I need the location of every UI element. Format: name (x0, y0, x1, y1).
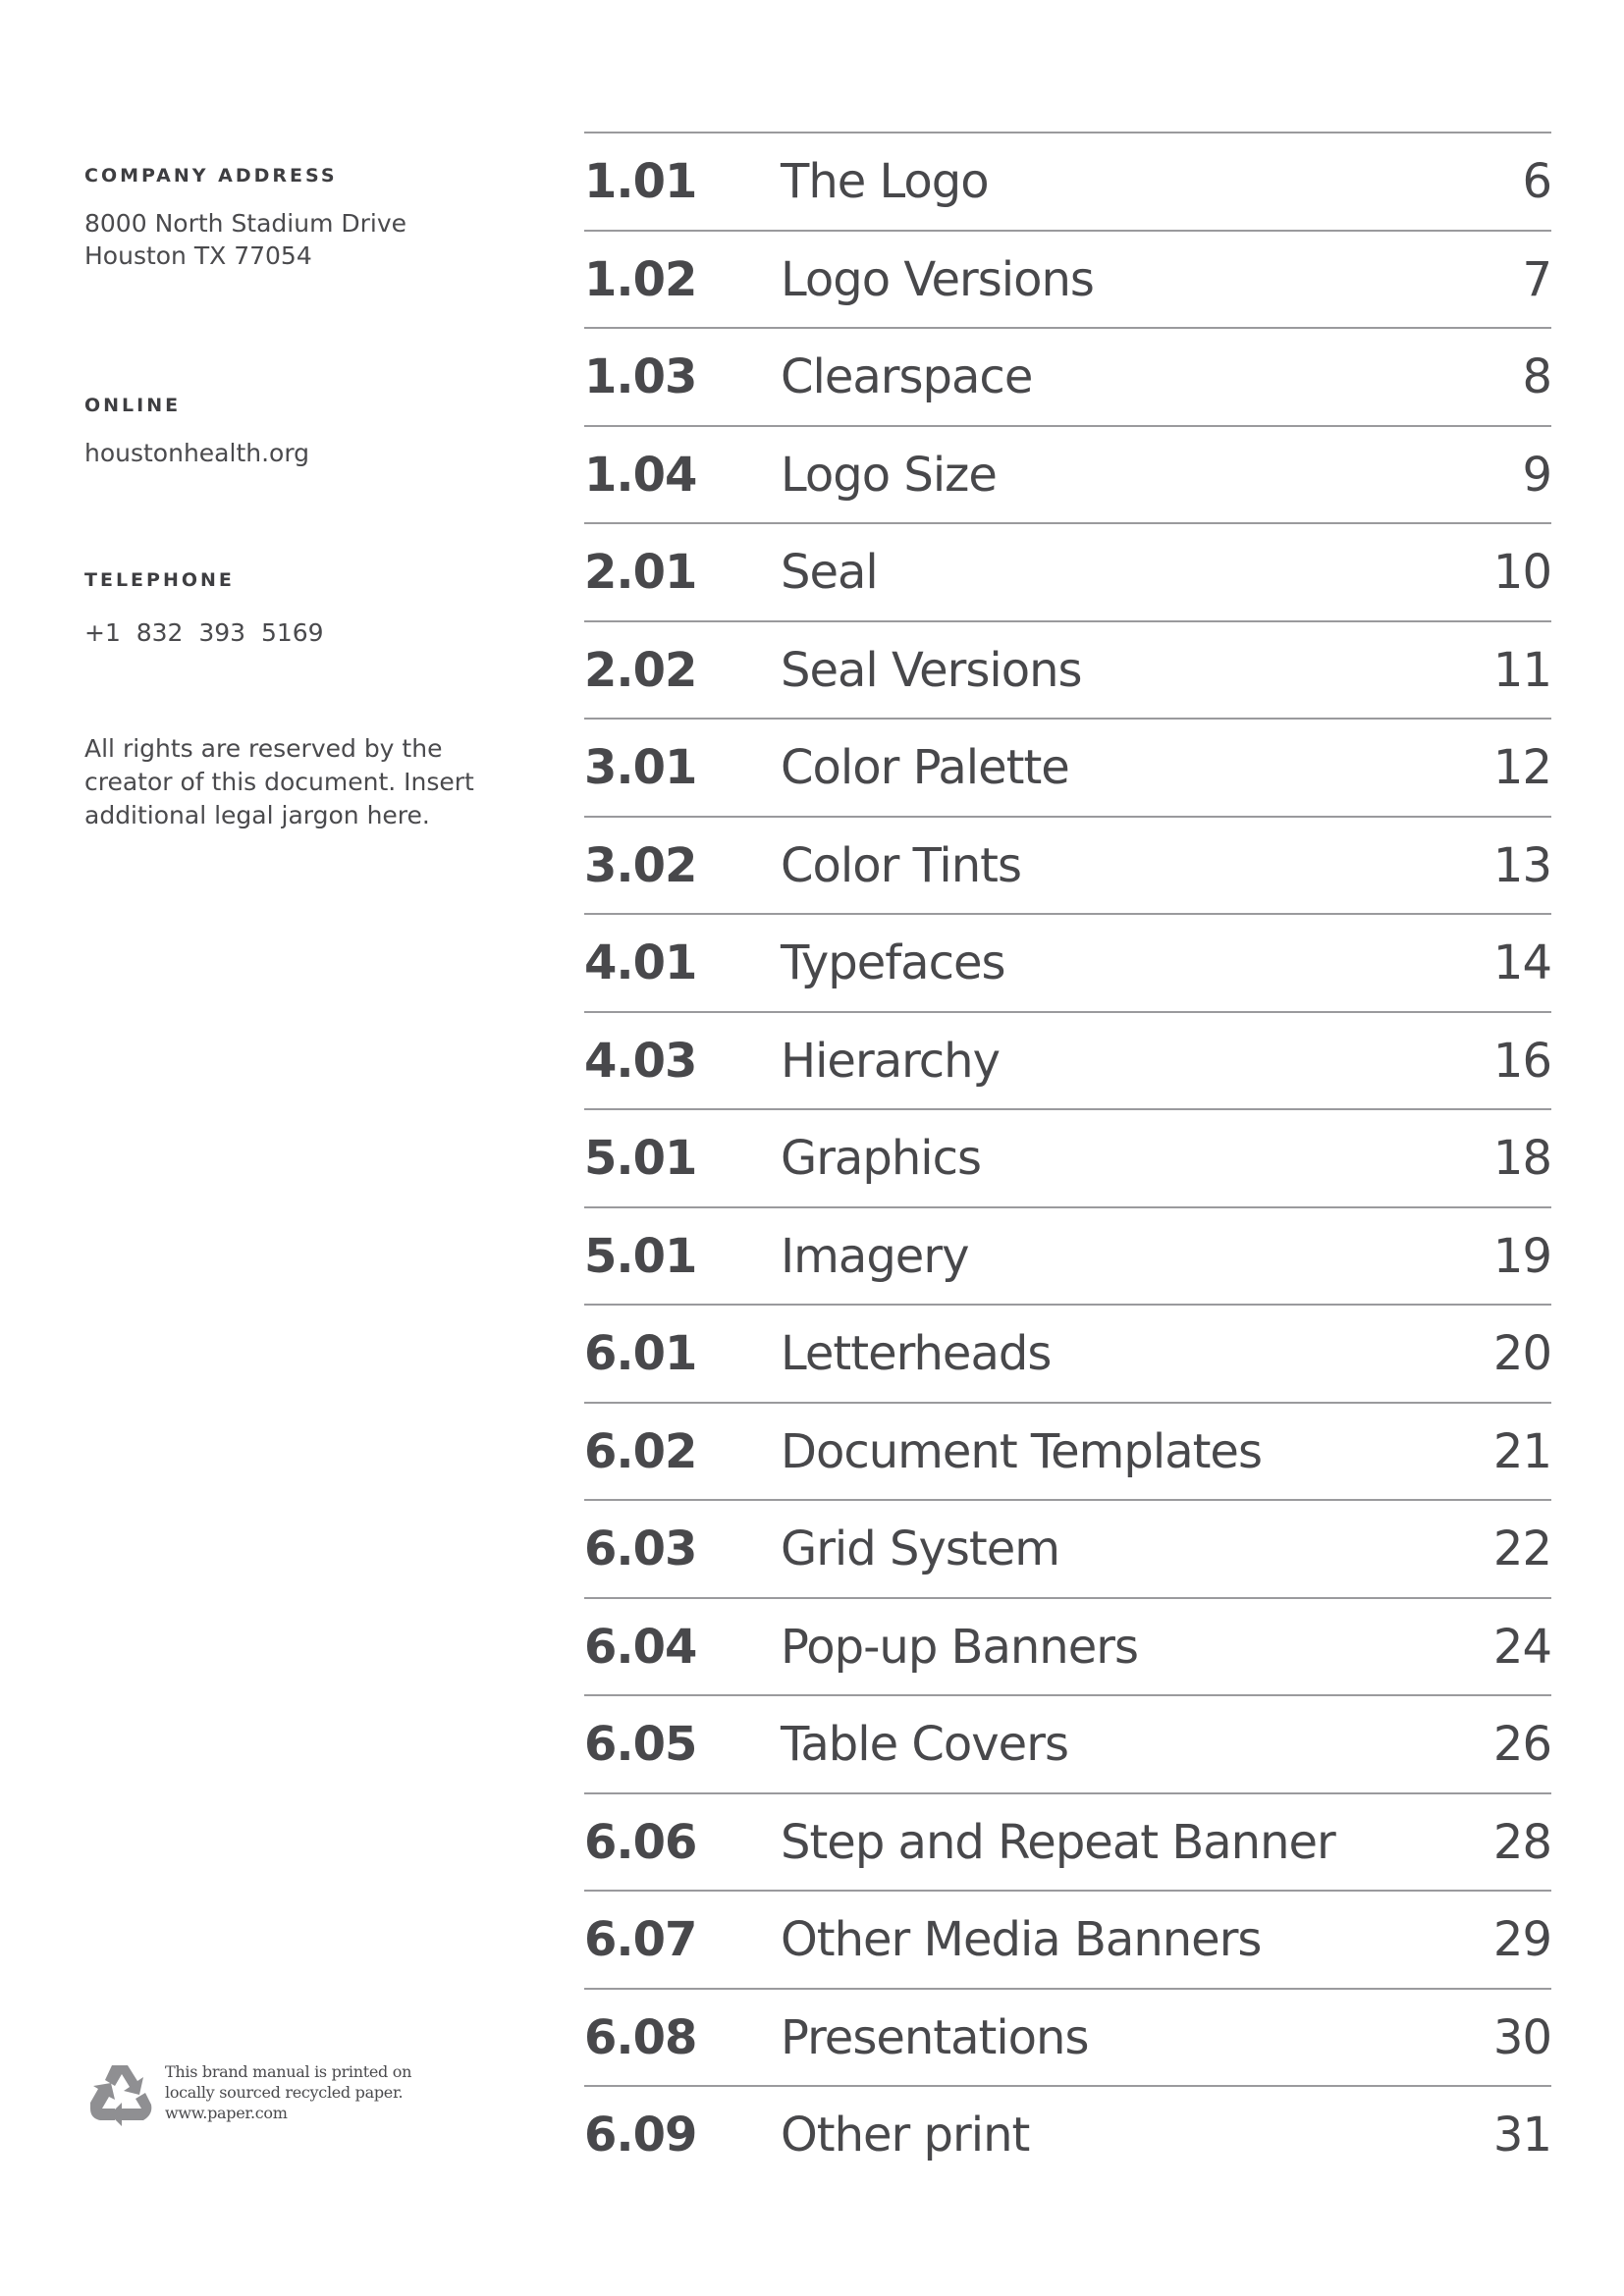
toc-section-number: 4.03 (584, 1033, 697, 1089)
toc-page-number: 31 (1492, 2108, 1551, 2163)
toc-row[interactable] (584, 327, 1551, 425)
toc-row[interactable] (584, 1206, 1551, 1305)
toc-row[interactable] (584, 1304, 1551, 1402)
toc-section-title[interactable]: Color Palette (781, 740, 1069, 795)
toc-section-title[interactable]: Seal Versions (781, 642, 1082, 698)
toc-section-number: 3.02 (584, 837, 697, 893)
toc-row[interactable] (584, 913, 1551, 1011)
toc-section-number: 6.08 (584, 2009, 697, 2065)
toc-row[interactable] (584, 1011, 1551, 1109)
recycle-line-2: locally sourced recycled paper. (165, 2083, 404, 2102)
telephone-value: +1 832 393 5169 (84, 618, 324, 647)
toc-section-number: 1.02 (584, 251, 697, 307)
toc-section-number: 6.05 (584, 1717, 697, 1772)
toc-row[interactable] (584, 620, 1551, 719)
recycle-icon (84, 2059, 155, 2130)
table-of-contents (584, 132, 1551, 2183)
toc-section-title[interactable]: Typefaces (781, 935, 1005, 990)
toc-row[interactable] (584, 1988, 1551, 2086)
toc-section-number: 2.01 (584, 545, 697, 600)
toc-page-number: 29 (1492, 1912, 1551, 1967)
toc-page-number: 16 (1492, 1033, 1551, 1089)
toc-section-title[interactable]: Imagery (781, 1228, 969, 1284)
toc-row[interactable] (584, 425, 1551, 523)
telephone-label: TELEPHONE (84, 569, 235, 591)
toc-page-number: 11 (1492, 642, 1551, 698)
toc-page-number: 6 (1522, 154, 1551, 209)
toc-page-number: 14 (1492, 935, 1551, 990)
toc-row[interactable] (584, 230, 1551, 328)
toc-row[interactable] (584, 2085, 1551, 2183)
toc-row[interactable] (584, 1108, 1551, 1206)
toc-section-number: 5.01 (584, 1131, 697, 1186)
toc-row[interactable] (584, 816, 1551, 914)
online-label: ONLINE (84, 395, 182, 416)
toc-page-number: 10 (1492, 545, 1551, 600)
toc-section-title[interactable]: Logo Size (781, 447, 997, 503)
toc-page-number: 20 (1492, 1326, 1551, 1381)
toc-page-number: 26 (1492, 1717, 1551, 1772)
legal-line-1: All rights are reserved by the (84, 734, 443, 763)
toc-page-number: 30 (1492, 2009, 1551, 2065)
toc-section-title[interactable]: Letterheads (781, 1326, 1052, 1381)
toc-page-number: 13 (1492, 837, 1551, 893)
toc-section-title[interactable]: Clearspace (781, 349, 1033, 404)
toc-section-title[interactable]: The Logo (781, 154, 989, 209)
toc-page-number: 22 (1492, 1522, 1551, 1576)
toc-section-title[interactable]: Other print (781, 2108, 1030, 2163)
toc-section-title[interactable]: Seal (781, 545, 878, 600)
toc-section-number: 6.02 (584, 1423, 697, 1479)
toc-section-title[interactable]: Logo Versions (781, 251, 1094, 307)
toc-page-number: 9 (1522, 447, 1551, 503)
recycle-line-1: This brand manual is printed on (165, 2062, 412, 2081)
website-link[interactable]: houstonhealth.org (84, 439, 310, 467)
toc-section-number: 6.01 (584, 1326, 697, 1381)
toc-section-number: 6.07 (584, 1912, 697, 1967)
legal-line-3: additional legal jargon here. (84, 801, 430, 829)
toc-section-number: 6.09 (584, 2108, 697, 2163)
toc-section-title[interactable]: Document Templates (781, 1423, 1262, 1479)
legal-notice (84, 732, 497, 832)
toc-section-number: 5.01 (584, 1228, 697, 1284)
toc-page-number: 24 (1492, 1619, 1551, 1675)
toc-section-number: 4.01 (584, 935, 697, 990)
company-address-label: COMPANY ADDRESS (84, 165, 338, 187)
address-line-1: 8000 North Stadium Drive (84, 209, 407, 238)
toc-section-number: 6.03 (584, 1522, 697, 1576)
toc-page-number: 8 (1522, 349, 1551, 404)
toc-row[interactable] (584, 1597, 1551, 1695)
toc-section-title[interactable]: Table Covers (781, 1717, 1068, 1772)
legal-line-2: creator of this document. Insert (84, 768, 474, 796)
toc-section-title[interactable]: Pop-up Banners (781, 1619, 1138, 1675)
toc-row[interactable] (584, 522, 1551, 620)
toc-section-title[interactable]: Graphics (781, 1131, 981, 1186)
toc-section-number: 6.06 (584, 1814, 697, 1870)
toc-section-title[interactable]: Color Tints (781, 837, 1022, 893)
toc-row[interactable] (584, 1499, 1551, 1597)
recycle-line-3[interactable]: www.paper.com (165, 2104, 288, 2122)
toc-row[interactable] (584, 1792, 1551, 1891)
toc-row[interactable] (584, 1694, 1551, 1792)
toc-page-number: 18 (1492, 1131, 1551, 1186)
toc-page-number: 19 (1492, 1228, 1551, 1284)
toc-row[interactable] (584, 1402, 1551, 1500)
toc-section-title[interactable]: Presentations (781, 2009, 1089, 2065)
toc-row[interactable] (584, 1890, 1551, 1988)
toc-section-number: 1.04 (584, 447, 697, 503)
toc-section-title[interactable]: Grid System (781, 1522, 1059, 1576)
toc-page-number: 28 (1492, 1814, 1551, 1870)
toc-section-number: 6.04 (584, 1619, 697, 1675)
toc-page-number: 12 (1492, 740, 1551, 795)
toc-page-number: 21 (1492, 1423, 1551, 1479)
toc-section-title[interactable]: Other Media Banners (781, 1912, 1262, 1967)
toc-page-number: 7 (1522, 251, 1551, 307)
toc-section-title[interactable]: Hierarchy (781, 1033, 1001, 1089)
toc-row[interactable] (584, 718, 1551, 816)
toc-section-number: 3.01 (584, 740, 697, 795)
toc-section-number: 1.01 (584, 154, 697, 209)
address-line-2: Houston TX 77054 (84, 241, 312, 270)
toc-section-title[interactable]: Step and Repeat Banner (781, 1814, 1335, 1870)
toc-section-number: 2.02 (584, 642, 697, 698)
toc-section-number: 1.03 (584, 349, 697, 404)
toc-row[interactable] (584, 132, 1551, 230)
recycle-note (165, 2061, 411, 2123)
